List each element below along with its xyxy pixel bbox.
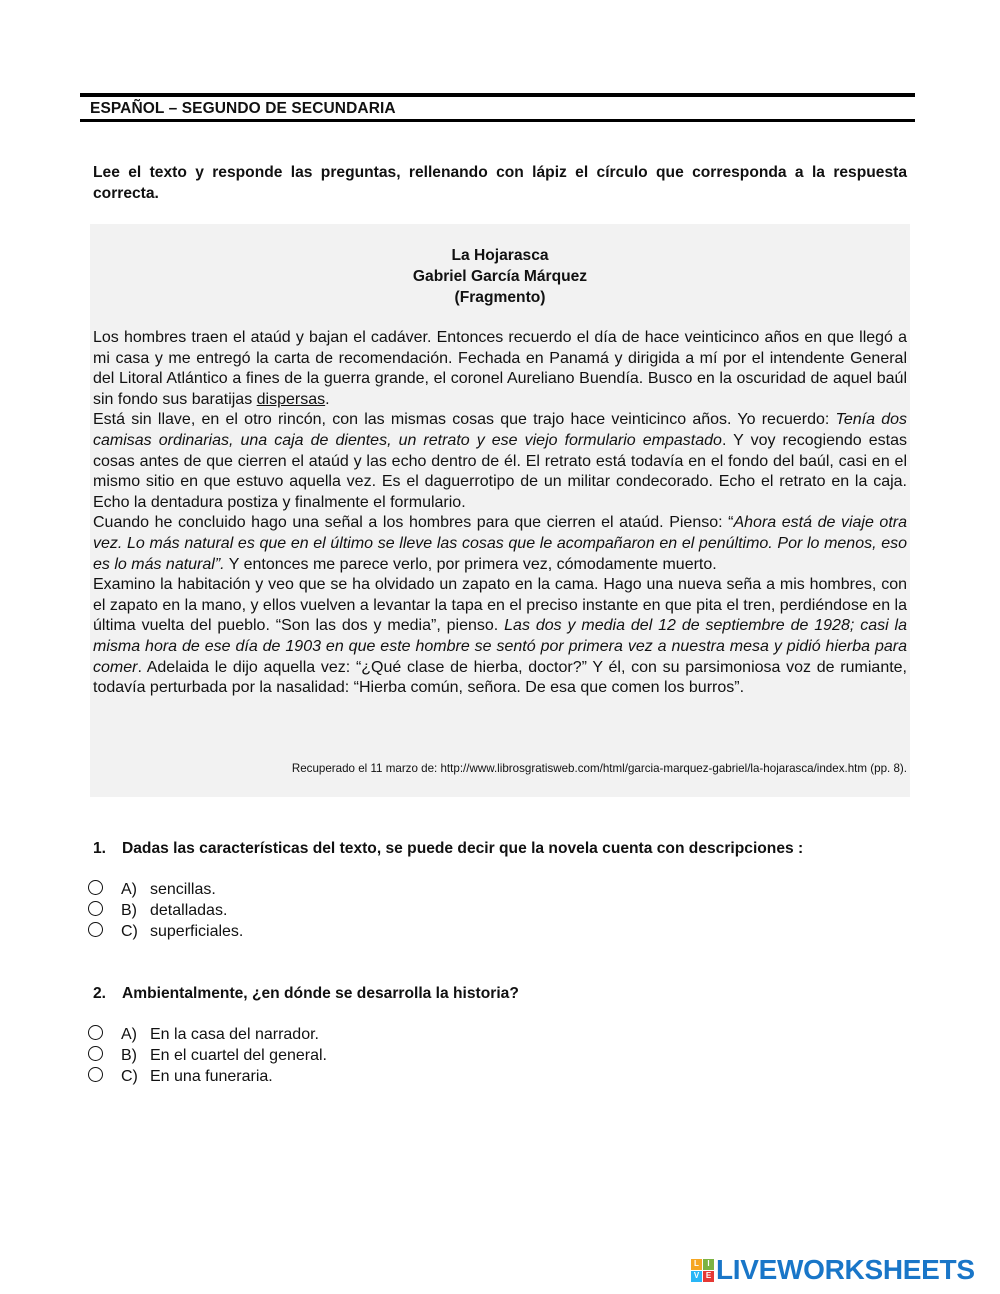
- paragraph-2: [93, 410, 907, 513]
- logo-block: L: [691, 1259, 702, 1270]
- story-author: Gabriel García Márquez: [412, 268, 588, 285]
- radio-circle-icon[interactable]: [88, 922, 103, 937]
- option-letter: B): [121, 902, 137, 919]
- logo-block: V: [691, 1271, 702, 1282]
- paragraph-3-end: Y entonces me parece verlo, por primera vez, cómodamente muerto.: [224, 555, 717, 573]
- option-letter: A): [121, 881, 137, 898]
- paragraph-1-text: Los hombres traen el ataúd y bajan el cadáver. Entonces recuerdo el día de hace veinticinco años en que llegó a mi casa y me entregó la carta de recomendación. Fechada en Panamá y dirigida a mí por el intendente General del Litoral Atlántico a fines de la guerra grande, el coronel Aureliano Buendía. Busco en la oscuridad de aquel baúl sin fondo sus baratijas: [93, 329, 907, 408]
- option-letter: C): [121, 1068, 138, 1085]
- story-heading: [90, 245, 910, 308]
- question-1-text: Dadas las características del texto, se puede decir que la novela cuenta con descripciones :: [122, 840, 804, 857]
- liveworksheets-logo: [691, 1254, 975, 1286]
- question-1-option-b[interactable]: [88, 901, 227, 921]
- option-text: En la casa del narrador.: [150, 1026, 319, 1043]
- instructions: Lee el texto y responde las preguntas, rellenando con lápiz el círculo que corresponda a la respuesta correcta.: [93, 164, 907, 202]
- paragraph-4-italic: Las dos y media del 12 de septiembre de 1928; casi la misma hora de ese día de 1903 en que este hombre se sentó por primera vez a nuestra mesa y pidió hierba para comer: [93, 617, 907, 676]
- option-letter: B): [121, 1047, 137, 1064]
- logo-block: I: [703, 1259, 714, 1270]
- option-letter: C): [121, 923, 138, 940]
- question-1-option-c[interactable]: [88, 922, 243, 942]
- question-2-option-a[interactable]: [88, 1025, 319, 1045]
- question-2-option-c[interactable]: [88, 1067, 273, 1087]
- paragraph-2-text: Está sin llave, en el otro rincón, con las mismas cosas que trajo hace veinticinco años. Yo recuerdo:: [93, 411, 836, 429]
- question-2: [93, 985, 913, 1003]
- logo-blocks-icon: [691, 1259, 714, 1282]
- option-letter: A): [121, 1026, 137, 1043]
- logo-block: E: [703, 1271, 714, 1282]
- radio-circle-icon[interactable]: [88, 1046, 103, 1061]
- option-text: sencillas.: [150, 881, 216, 898]
- radio-circle-icon[interactable]: [88, 901, 103, 916]
- option-text: En una funeraria.: [150, 1068, 273, 1085]
- header-title: ESPAÑOL – SEGUNDO DE SECUNDARIA: [90, 100, 396, 117]
- question-1: [93, 840, 913, 858]
- logo-text: LIVEWORKSHEETS: [716, 1254, 975, 1285]
- paragraph-3: [93, 513, 907, 575]
- paragraph-2-italic: Tenía dos camisas ordinarias, una caja de dientes, un retrato y ese viejo formulario empastado: [93, 411, 907, 449]
- story-body: [93, 328, 907, 699]
- option-text: En el cuartel del general.: [150, 1047, 327, 1064]
- option-text: superficiales.: [150, 923, 244, 940]
- paragraph-3-italic: Ahora está de viaje otra vez. Lo más natural es que en el último se lleve las cosas que le acompañaron en el penúltimo. Por lo menos, eso es lo más natural”.: [93, 514, 907, 573]
- paragraph-2-end: . Y voy recogiendo estas cosas antes de que cierren el ataúd y las echo dentro de él. El retrato está todavía en el fondo del baúl, casi en el mismo sitio en que estuvo aquella vez. Es el daguerrotipo de un militar condecorado. Echo el retrato en la caja. Echo la dentadura postiza y finalmente el formulario.: [93, 431, 907, 511]
- paragraph-3-text: Cuando he concluido hago una señal a los hombres para que cierren el ataúd. Pienso: “: [93, 514, 734, 532]
- question-2-number: 2.: [93, 985, 107, 1002]
- paragraph-1-end: .: [325, 390, 330, 408]
- option-text: detalladas.: [150, 902, 228, 919]
- paragraph-4-text: Examino la habitación y veo que se ha olvidado un zapato en la cama. Hago una nueva seña a mis hombres, con el zapato en la mano, y ellos vuelven a levantar la tapa en el preciso instante en que pita el tren, perdiéndose en la última vuelta del pueblo. “Son las dos y media”, pienso.: [93, 576, 907, 635]
- story-subtitle: (Fragmento): [454, 289, 546, 306]
- paragraph-4: [93, 575, 907, 699]
- reading-box: [90, 224, 910, 797]
- radio-circle-icon[interactable]: [88, 880, 103, 895]
- source-citation: Recuperado el 11 marzo de: http://www.librosgratisweb.com/html/garcia-marquez-gabriel/la-hojarasca/index.htm (pp. 8).: [291, 762, 907, 775]
- story-title: La Hojarasca: [451, 247, 549, 264]
- radio-circle-icon[interactable]: [88, 1025, 103, 1040]
- question-2-option-b[interactable]: [88, 1046, 327, 1066]
- paragraph-1: [93, 328, 907, 410]
- radio-circle-icon[interactable]: [88, 1067, 103, 1082]
- paragraph-4-end: . Adelaida le dijo aquella vez: “¿Qué clase de hierba, doctor?” Y él, con su parsimoniosa voz de rumiante, todavía perturbada por la nasalidad: “Hierba común, señora. De esa que comen los burros”.: [93, 658, 907, 697]
- header-bar: [80, 93, 915, 122]
- question-1-number: 1.: [93, 840, 107, 857]
- underlined-word: dispersas: [256, 390, 326, 408]
- question-2-text: Ambientalmente, ¿en dónde se desarrolla la historia?: [122, 985, 519, 1002]
- question-1-option-a[interactable]: [88, 880, 216, 900]
